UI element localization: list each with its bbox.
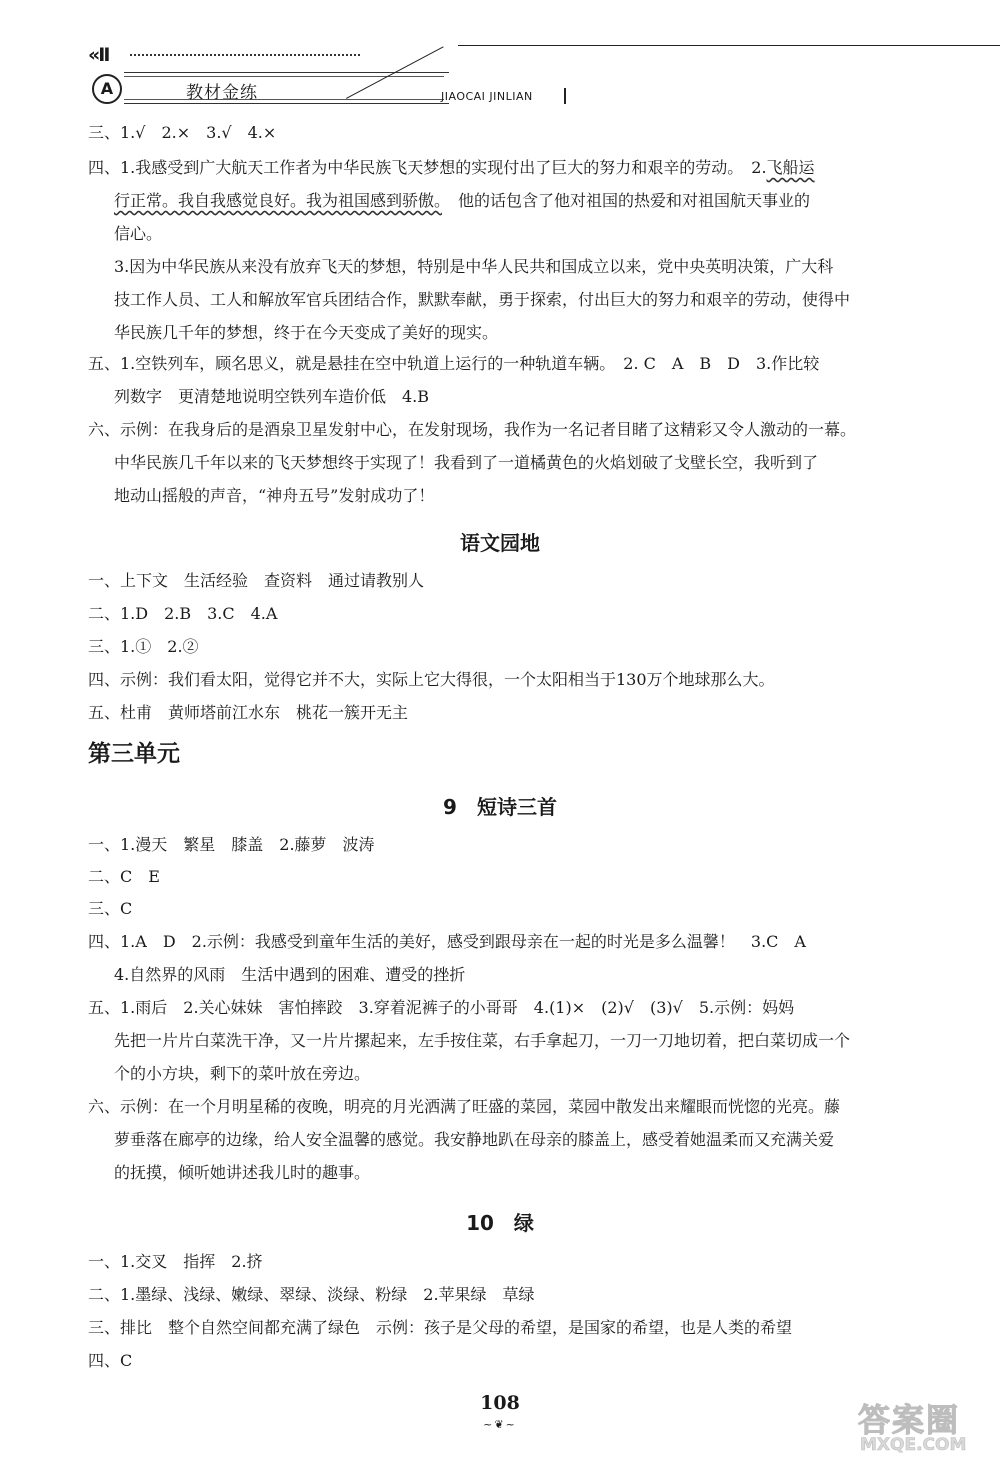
answer-line: 四、C [88,1351,133,1370]
chevron-icon: «II [88,44,109,66]
answer-line [114,191,810,211]
lesson-title: 10 绿 [466,1211,534,1235]
page-header [88,38,1000,108]
answer-line: 五、1.空铁列车，顾名思义，就是悬挂在空中轨道上运行的一种轨道车辆。 2. C A B D 3.作比较 [88,354,820,373]
underlined-quote: 行正常。我自我感觉良好。我为祖国感到骄傲。 [114,191,443,210]
answer-line: 个的小方块，剩下的菜叶放在旁边。 [114,1064,371,1083]
answer-line: 四、示例：我们看太阳，觉得它并不大，实际上它大得很，一个太阳相当于130万个地球那么大。 [88,670,775,689]
page-number: 108 [480,1392,520,1414]
answer-line: 华民族几千年的梦想，终于在今天变成了美好的现实。 [114,323,499,342]
underlined-quote: 飞船运 [766,158,815,177]
watermark-logo [858,1395,990,1459]
answer-line: 一、1.漫天 繁星 膝盖 2.藤萝 波涛 [88,835,375,854]
answer-line: 六、示例：在我身后的是酒泉卫星发射中心，在发射现场，我作为一名记者目睹了这精彩又令人激动的一幕。 [88,420,857,439]
answer-line: 三、排比 整个自然空间都充满了绿色 示例：孩子是父母的希望，是国家的希望，也是人类的希望 [88,1318,793,1337]
answer-line: 技工作人员、工人和解放军官兵团结合作，默默奉献，勇于探索，付出巨大的努力和艰辛的劳动，使得中 [114,290,851,309]
header-end-bar [564,88,566,104]
header-band-inner [124,76,444,100]
answer-line: 二、1.D 2.B 3.C 4.A [88,604,278,623]
answer-line: 中华民族几千年以来的飞天梦想终于实现了！我看到了一道橘黄色的火焰划破了戈壁长空，我听到了 [114,453,819,472]
answer-line: 三、C [88,899,133,918]
unit-title: 第三单元 [88,741,180,767]
watermark-text: 答案圈 [858,1401,961,1439]
answer-line: 二、C E [88,867,160,886]
answer-line: 信心。 [114,224,163,243]
series-pinyin: JIAOCAI JINLIAN [441,90,533,103]
answer-line: 萝垂落在廊亭的边缘，给人安全温馨的感觉。我安静地趴在母亲的膝盖上，感受着她温柔而又充满关爱 [114,1130,835,1149]
answer-line: 五、1.雨后 2.关心妹妹 害怕摔跤 3.穿着泥裤子的小哥哥 4.(1)× (2)√ (3)√ 5.示例：妈妈 [88,998,795,1017]
answer-line: 四、1.A D 2.示例：我感受到童年生活的美好，感受到跟母亲在一起的时光是多么温馨！ 3.C A [88,932,806,951]
series-title: 教材金练 [186,83,258,103]
watermark-url: MXQE.COM [860,1435,967,1455]
lesson-title: 9 短诗三首 [443,795,557,819]
answer-line: 先把一片片白菜洗干净，又一片片摞起来，左手按住菜，右手拿起刀，一刀一刀地切着，把白菜切成一个 [114,1031,851,1050]
header-top-rule [458,45,1000,46]
answer-line: 二、1.墨绿、浅绿、嫩绿、翠绿、淡绿、粉绿 2.苹果绿 草绿 [88,1285,535,1304]
answer-line: 3.因为中华民族从来没有放弃飞天的梦想，特别是中华人民共和国成立以来，党中央英明决策，广大科 [114,257,834,276]
answer-line: 一、1.交叉 指挥 2.挤 [88,1252,263,1271]
answer-line: 地动山摇般的声音，“神舟五号”发射成功了！ [114,486,435,505]
answer-line: 六、示例：在一个月明星稀的夜晚，明亮的月光洒满了旺盛的菜园，菜园中散发出来耀眼而恍惚的光亮。藤 [88,1097,841,1116]
answer-line: 的抚摸，倾听她讲述我儿时的趣事。 [114,1163,371,1182]
answer-line: 列数字 更清楚地说明空铁列车造价低 4.B [114,387,430,406]
answer-text: 四、1.我感受到广大航天工作者为中华民族飞天梦想的实现付出了巨大的努力和艰辛的劳动。 2. [88,158,767,177]
section-title: 语文园地 [460,531,540,555]
answer-line: 三、1.√ 2.× 3.√ 4.× [88,123,277,142]
ornament-icon: ~❦~ [483,1418,517,1431]
series-logo-icon: A [92,74,122,104]
answer-line: 一、上下文 生活经验 查资料 通过请教别人 [88,571,425,590]
answer-line: 三、1.① 2.② [88,637,199,656]
answer-line [88,158,815,178]
answer-text: 他的话包含了他对祖国的热爱和对祖国航天事业的 [442,191,811,210]
answer-line: 五、杜甫 黄师塔前江水东 桃花一簇开无主 [88,703,409,722]
answer-line: 4.自然界的风雨 生活中遇到的困难、遭受的挫折 [114,965,466,984]
header-dotted-rule [130,54,360,56]
